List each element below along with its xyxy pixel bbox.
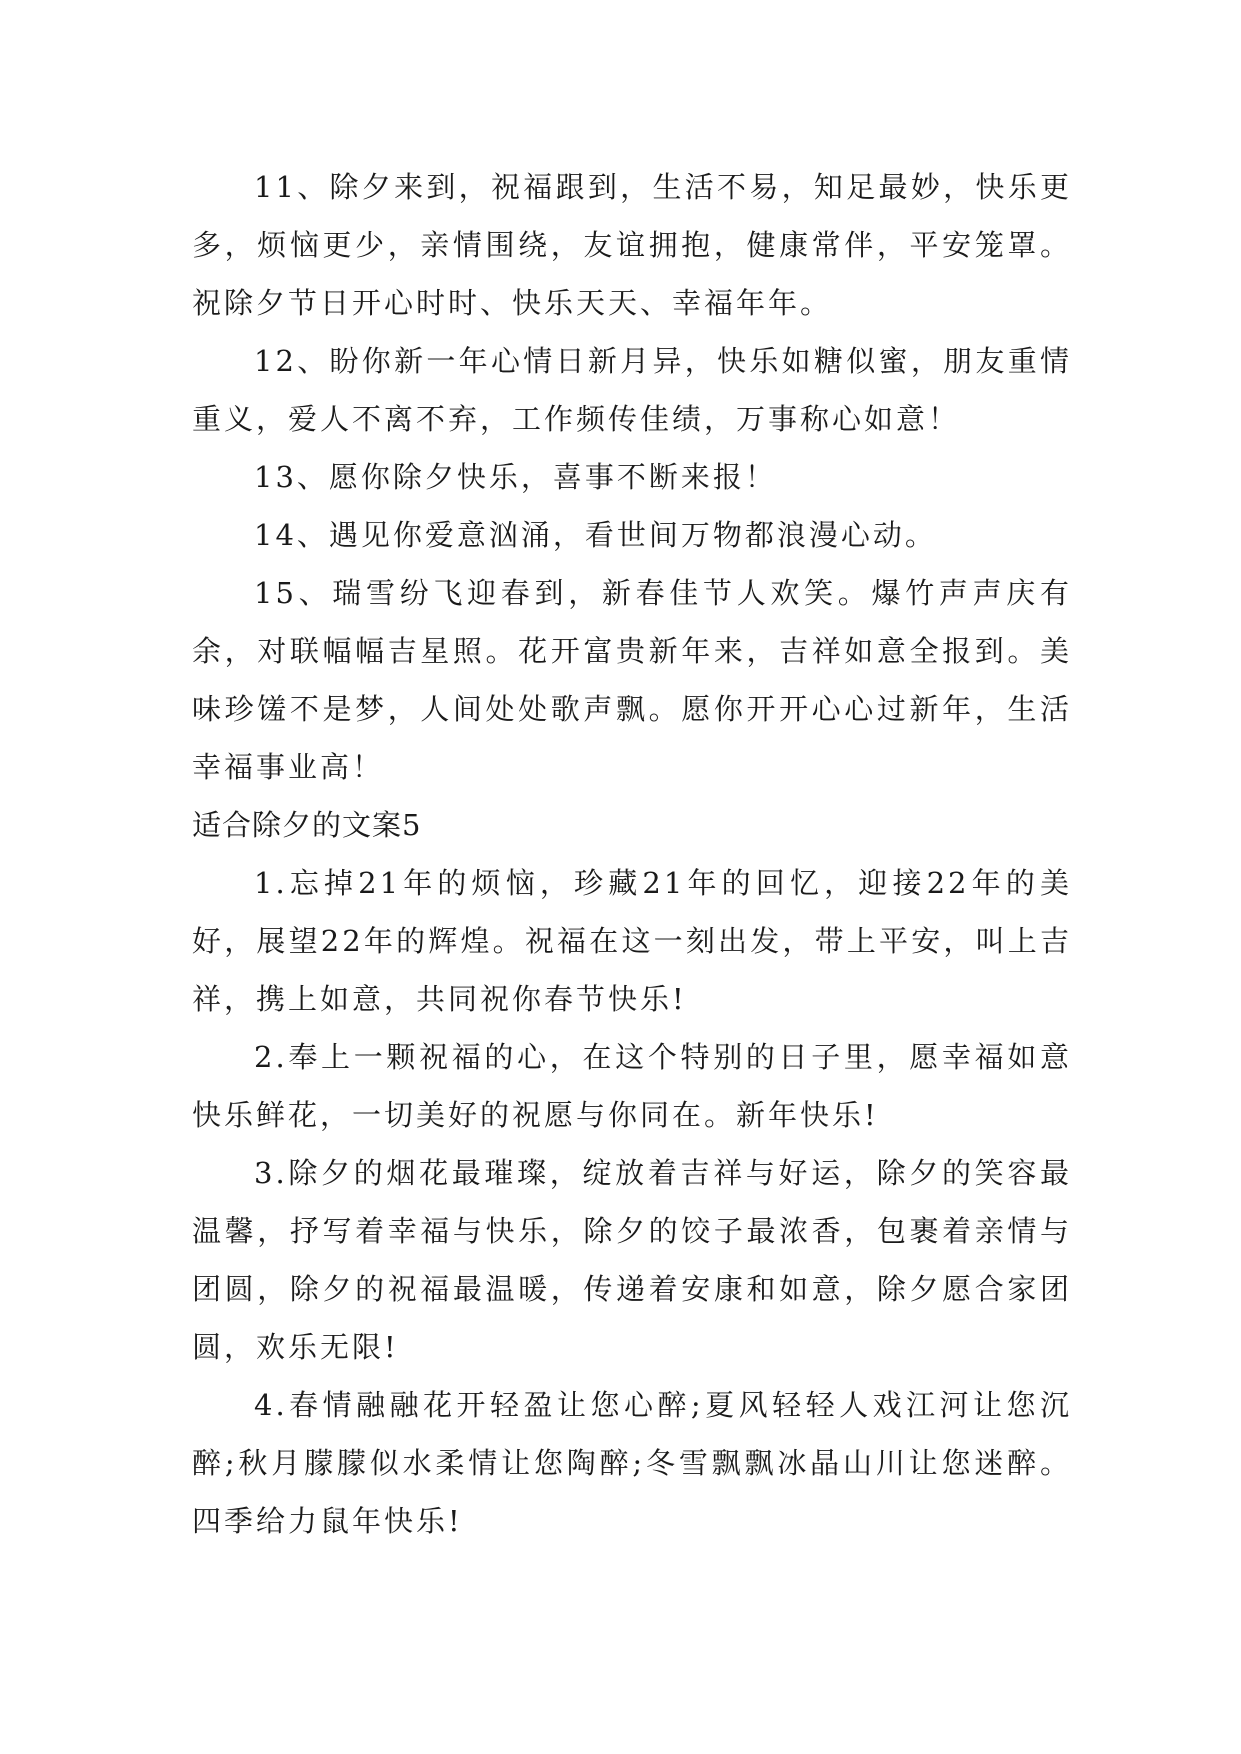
paragraph-11: 11、除夕来到，祝福跟到，生活不易，知足最妙，快乐更多，烦恼更少，亲情围绕，友谊拥抱，健康常伴，平安笼罩。祝除夕节日开心时时、快乐天天、幸福年年。 bbox=[192, 170, 1072, 320]
paragraph-3: 3.除夕的烟花最璀璨，绽放着吉祥与好运，除夕的笑容最温馨，抒写着幸福与快乐，除夕的饺子最浓香，包裹着亲情与团圆，除夕的祝福最温暖，传递着安康和如意，除夕愿合家团圆，欢乐无限! bbox=[192, 1156, 1072, 1364]
paragraph-2: 2.奉上一颗祝福的心，在这个特别的日子里，愿幸福如意快乐鲜花，一切美好的祝愿与你同在。新年快乐! bbox=[192, 1040, 1072, 1132]
paragraph-13: 13、愿你除夕快乐，喜事不断来报！ bbox=[254, 460, 777, 494]
section-heading: 适合除夕的文案5 bbox=[192, 808, 422, 842]
paragraph-14: 14、遇见你爱意汹涌，看世间万物都浪漫心动。 bbox=[254, 518, 937, 552]
paragraph-4: 4.春情融融花开轻盈让您心醉;夏风轻轻人戏江河让您沉醉;秋月朦朦似水柔情让您陶醉;冬雪飘飘冰晶山川让您迷醉。四季给力鼠年快乐! bbox=[192, 1388, 1072, 1538]
document-body bbox=[192, 158, 1072, 1550]
paragraph-12: 12、盼你新一年心情日新月异，快乐如糖似蜜，朋友重情重义，爱人不离不弃，工作频传佳绩，万事称心如意！ bbox=[192, 344, 1072, 436]
paragraph-15: 15、瑞雪纷飞迎春到，新春佳节人欢笑。爆竹声声庆有余，对联幅幅吉星照。花开富贵新年来，吉祥如意全报到。美味珍馐不是梦，人间处处歌声飘。愿你开开心心过新年，生活幸福事业高！ bbox=[192, 576, 1072, 784]
paragraph-1: 1.忘掉21年的烦恼，珍藏21年的回忆，迎接22年的美好，展望22年的辉煌。祝福在这一刻出发，带上平安，叫上吉祥，携上如意，共同祝你春节快乐! bbox=[192, 866, 1072, 1016]
